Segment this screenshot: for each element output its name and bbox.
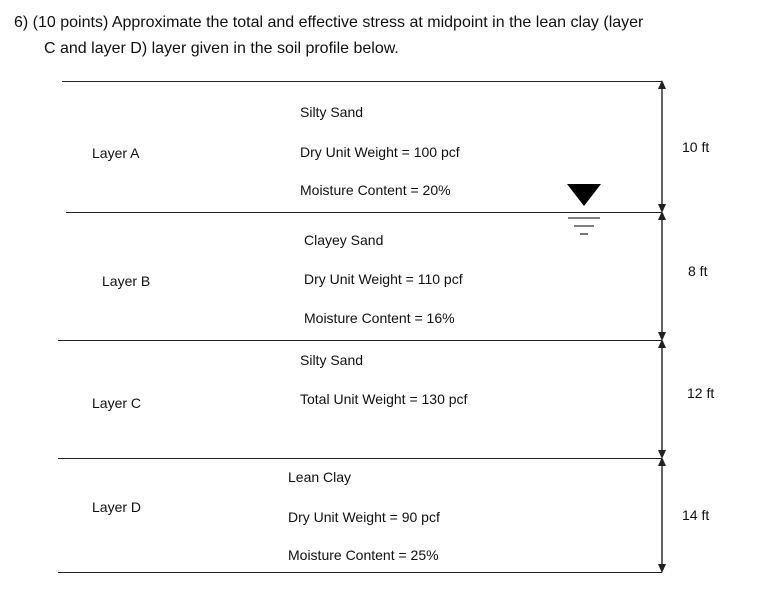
layer-b-dimension-arrow: [658, 211, 666, 341]
layer-d-thickness: 14 ft: [682, 507, 710, 523]
layer-d-soil-type: Lean Clay: [288, 469, 352, 485]
layer-c-thickness: 12 ft: [687, 385, 715, 401]
layer-d-dry-unit-weight: Dry Unit Weight = 90 pcf: [288, 509, 440, 525]
layer-a-soil-type: Silty Sand: [300, 104, 364, 120]
question-line-1: 6) (10 points) Approximate the total and effective stress at midpoint in the lean clay (layer: [14, 14, 644, 31]
layer-d-label: Layer D: [92, 499, 142, 515]
layer-a-thickness: 10 ft: [682, 139, 710, 155]
layer-b-label: Layer B: [102, 273, 151, 289]
layer-b-moisture-content: Moisture Content = 16%: [304, 310, 455, 326]
layer-a-dimension-arrow: [658, 80, 666, 213]
layer-a-dry-unit-weight: Dry Unit Weight = 100 pcf: [300, 144, 460, 160]
layer-d-moisture-content: Moisture Content = 25%: [288, 547, 439, 563]
layer-c-label: Layer C: [92, 395, 142, 411]
layer-a-moisture-content: Moisture Content = 20%: [300, 182, 451, 198]
layer-c-soil-type: Silty Sand: [300, 352, 364, 368]
layer-b-thickness: 8 ft: [688, 263, 708, 279]
water-table-icon: [567, 184, 601, 234]
layer-c-total-unit-weight: Total Unit Weight = 130 pcf: [300, 391, 468, 407]
layer-a-label: Layer A: [92, 145, 140, 161]
layer-c-dimension-arrow: [658, 339, 666, 459]
question-line-2: C and layer D) layer given in the soil profile below.: [44, 40, 399, 57]
layer-d-dimension-arrow: [658, 457, 666, 573]
layer-b-dry-unit-weight: Dry Unit Weight = 110 pcf: [304, 271, 463, 287]
layer-b-soil-type: Clayey Sand: [304, 232, 384, 248]
